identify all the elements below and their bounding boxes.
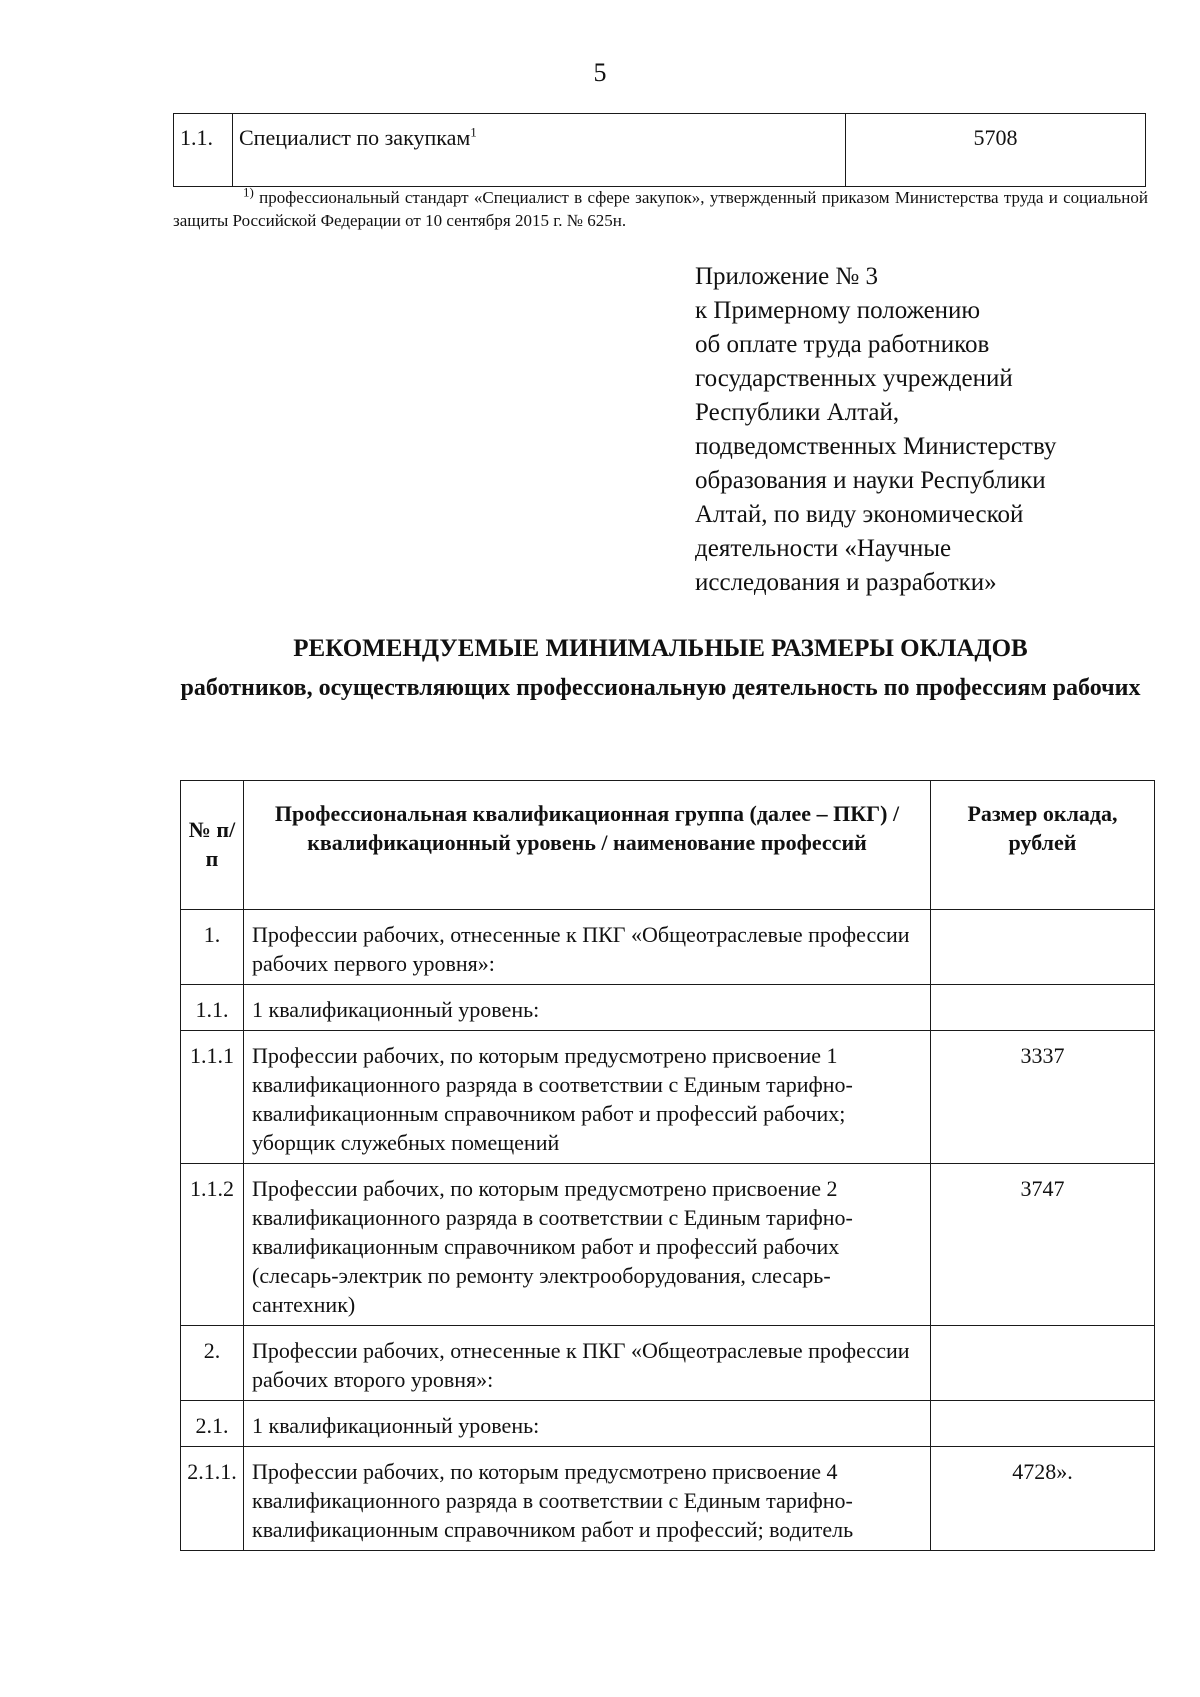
appendix-line: государственных учреждений (695, 365, 1013, 392)
row-number: 1. (181, 910, 244, 985)
footnote (173, 186, 1148, 232)
footnote-text: профессиональный стандарт «Специалист в сфере закупок», утвержденный приказом Министерства труда и социальной защиты Российской Федерации от 10 сентября 2015 г. № 625н. (173, 188, 1148, 230)
row-name: Профессии рабочих, отнесенные к ПКГ «Общеотраслевые профессии рабочих второго уровня»: (244, 1326, 931, 1401)
appendix-line: Республики Алтай, (695, 399, 900, 426)
table-row (181, 1326, 1155, 1401)
row-value (931, 1326, 1155, 1401)
row-number: 1.1. (174, 114, 233, 187)
table-header-row (181, 781, 1155, 910)
row-value (931, 1401, 1155, 1447)
row-name: Профессии рабочих, по которым предусмотрено присвоение 2 квалификационного разряда в соответствии с Единым тарифно-квалификационным справочником работ и профессий рабочих (слесарь-электрик по ремонту электрооборудования, слесарь-сантехник) (244, 1164, 931, 1326)
row-value: 3337 (931, 1031, 1155, 1164)
appendix-reference (695, 260, 1155, 600)
footnote-marker: 1) (243, 184, 254, 200)
row-value: 3747 (931, 1164, 1155, 1326)
row-number: 2.1.1. (181, 1447, 244, 1551)
row-name (233, 114, 846, 187)
appendix-line: подведомственных Министерству (695, 433, 1057, 460)
appendix-line: к Примерному положению (695, 297, 981, 324)
row-value: 5708 (846, 114, 1146, 187)
row-name: Профессии рабочих, по которым предусмотрено присвоение 1 квалификационного разряда в соответствии с Единым тарифно-квалификационным справочником работ и профессий рабочих; уборщик служебных помещений (244, 1031, 931, 1164)
row-number: 2.1. (181, 1401, 244, 1447)
table-row (181, 1401, 1155, 1447)
salary-table (180, 780, 1155, 1551)
header-value: Размер оклада, рублей (931, 781, 1155, 910)
continued-table-fragment (173, 113, 1146, 187)
row-name: 1 квалификационный уровень: (244, 1401, 931, 1447)
footnote-ref: 1 (470, 124, 477, 140)
row-number: 2. (181, 1326, 244, 1401)
table-row (174, 114, 1146, 187)
row-name: Профессии рабочих, отнесенные к ПКГ «Общеотраслевые профессии рабочих первого уровня»: (244, 910, 931, 985)
page-number: 5 (593, 58, 607, 87)
heading-title: РЕКОМЕНДУЕМЫЕ МИНИМАЛЬНЫЕ РАЗМЕРЫ ОКЛАДОВ (293, 635, 1028, 662)
row-number: 1.1.1 (181, 1031, 244, 1164)
row-number: 1.1.2 (181, 1164, 244, 1326)
heading-subtitle: работников, осуществляющих профессиональную деятельность по профессиям рабочих (180, 675, 1141, 701)
row-value (931, 910, 1155, 985)
table-row (181, 910, 1155, 985)
document-heading (173, 632, 1148, 706)
table-row (181, 1447, 1155, 1551)
row-number: 1.1. (181, 985, 244, 1031)
row-value (931, 985, 1155, 1031)
appendix-line: образования и науки Республики (695, 467, 1046, 494)
appendix-line: исследования и разработки» (695, 569, 997, 596)
header-number: № п/п (181, 781, 244, 910)
row-value: 4728». (931, 1447, 1155, 1551)
appendix-line: Алтай, по виду экономической (695, 501, 1024, 528)
table-row (181, 985, 1155, 1031)
table-row (181, 1031, 1155, 1164)
header-name: Профессиональная квалификационная группа (далее – ПКГ) /квалификационный уровень / наименование профессий (244, 781, 931, 910)
table-row (181, 1164, 1155, 1326)
row-name: 1 квалификационный уровень: (244, 985, 931, 1031)
appendix-line: Приложение № 3 (695, 263, 879, 290)
appendix-line: об оплате труда работников (695, 331, 990, 358)
row-name-text: Специалист по закупкам (239, 125, 471, 150)
appendix-line: деятельности «Научные (695, 535, 952, 562)
row-name: Профессии рабочих, по которым предусмотрено присвоение 4 квалификационного разряда в соответствии с Единым тарифно-квалификационным справочником работ и профессий; водитель (244, 1447, 931, 1551)
